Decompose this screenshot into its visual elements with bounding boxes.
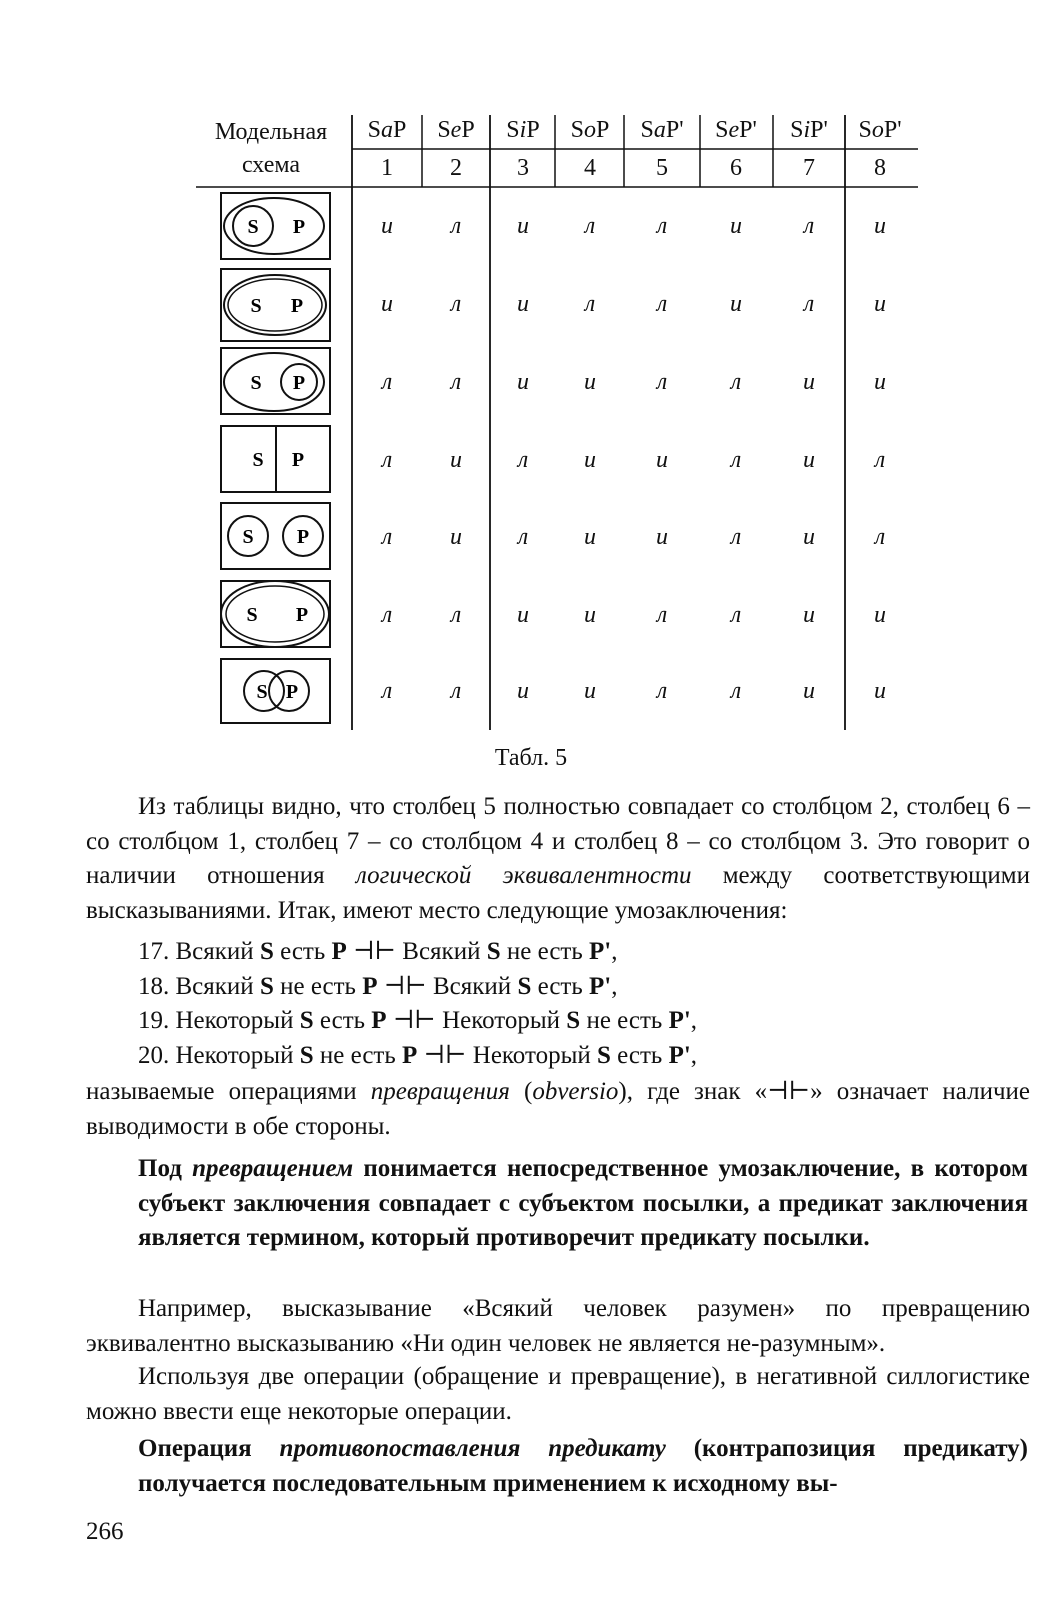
col-head-6: SeP' <box>715 117 757 143</box>
scheme7-s-label: S <box>256 681 268 703</box>
truth-value-cell: и <box>584 678 596 704</box>
truth-value-cell: л <box>381 678 393 704</box>
col-num-4: 4 <box>584 155 596 181</box>
truth-value-cell: л <box>656 369 668 395</box>
col-head-5: SaP' <box>640 117 684 143</box>
col-num-8: 8 <box>874 155 886 181</box>
truth-value-cell: и <box>517 213 529 239</box>
list-item: 20. Некоторый S не есть P ⊣⊢ Некоторый S есть P', <box>138 1041 698 1069</box>
truth-value-cell: л <box>730 447 742 473</box>
truth-value-cell: л <box>730 369 742 395</box>
scheme-complement <box>221 426 330 492</box>
scheme2-p-label: P <box>290 295 304 317</box>
list-item: 19. Некоторый S есть P ⊣⊢ Некоторый S не есть P', <box>138 1007 698 1034</box>
model-header-line2: схема <box>241 152 301 178</box>
truth-value-cell: л <box>381 447 393 473</box>
col-head-4: SoP <box>570 117 610 143</box>
table-caption: Табл. 5 <box>494 745 568 771</box>
truth-value-cell: и <box>450 447 462 473</box>
truth-value-cell: л <box>450 213 462 239</box>
col-num-2: 2 <box>450 155 462 181</box>
truth-value-cell: и <box>517 602 529 628</box>
truth-value-cell: и <box>730 291 742 317</box>
scheme3-p-label: P <box>292 372 306 394</box>
truth-value-cell: л <box>730 678 742 704</box>
truth-value-cell: и <box>803 447 815 473</box>
scheme-overlap <box>221 659 330 723</box>
scheme6-s-label: S <box>246 604 258 626</box>
col-head-1: SaP <box>367 117 407 143</box>
inference-list <box>138 935 1018 1073</box>
truth-value-cell: л <box>381 369 393 395</box>
scheme5-s-label: S <box>242 526 254 548</box>
truth-value-cell: и <box>517 291 529 317</box>
truth-value-cell: л <box>730 524 742 550</box>
model-scheme-header <box>196 116 346 182</box>
truth-value-cell: и <box>874 369 886 395</box>
scheme4-s-label: S <box>252 449 264 471</box>
truth-value-cell: л <box>450 291 462 317</box>
truth-value-cell: л <box>803 291 815 317</box>
truth-value-cell: и <box>730 213 742 239</box>
col-head-7: SiP' <box>790 117 828 143</box>
scheme-disjoint <box>221 503 330 569</box>
list-item: 17. Всякий S есть P ⊣⊢ Всякий S не есть P', <box>138 938 618 965</box>
truth-value-cell: л <box>381 524 393 550</box>
paragraph-4: Используя две операции (обращение и превращение), в негативной силлогистике можно ввести еще некоторые операции. <box>86 1363 1030 1425</box>
truth-value-cell: л <box>450 602 462 628</box>
scheme-union-universe <box>221 581 330 647</box>
truth-value-cell: и <box>584 602 596 628</box>
truth-value-cell: и <box>803 524 815 550</box>
model-header-line1: Модельная <box>214 119 328 145</box>
col-head-2: SeP <box>437 117 475 143</box>
truth-value-cell: и <box>584 369 596 395</box>
scheme-p-inside-s <box>221 348 330 414</box>
list-item: 18. Всякий S не есть P ⊣⊢ Всякий S есть P', <box>138 972 618 1000</box>
scheme-s-equals-p <box>221 269 330 341</box>
truth-value-cell: и <box>874 602 886 628</box>
col-num-6: 6 <box>730 155 742 181</box>
page-number: 266 <box>86 1518 124 1545</box>
truth-value-cell: л <box>656 291 668 317</box>
truth-value-cell: л <box>517 447 529 473</box>
scheme1-s-label: S <box>247 216 259 238</box>
paragraph-1: Из таблицы видно, что столбец 5 полностью совпадает со столбцом 2, столбец 6 – со столбцом 1, столбец 7 – со столбцом 4 и столбец 8 – со столбцом 3. Это говорит о наличии отношения логической эквивалентности между соответствующими высказываниями. Итак, имеют место следующие умозаключения: <box>86 793 1030 924</box>
truth-value-cell: и <box>517 369 529 395</box>
truth-value-cell: л <box>381 602 393 628</box>
truth-value-cell: и <box>517 678 529 704</box>
truth-value-cell: л <box>874 447 886 473</box>
scheme5-p-label: P <box>296 526 310 548</box>
truth-value-cell: и <box>381 291 393 317</box>
truth-value-cell: и <box>874 213 886 239</box>
truth-value-cell: и <box>656 524 668 550</box>
scheme4-p-label: P <box>291 449 305 471</box>
truth-value-cell: и <box>803 602 815 628</box>
truth-value-cell: л <box>656 678 668 704</box>
col-num-5: 5 <box>656 155 668 181</box>
paragraph-2: называемые операциями превращения (obversio), где знак «⊣⊢» означает наличие выводимости в обе стороны. <box>86 1078 1031 1140</box>
truth-table <box>0 0 1062 780</box>
truth-value-cell: л <box>450 369 462 395</box>
truth-value-cell: л <box>656 213 668 239</box>
scheme-s-inside-p <box>221 193 330 259</box>
truth-value-cell: и <box>656 447 668 473</box>
scheme2-s-label: S <box>250 295 262 317</box>
truth-value-cell: л <box>450 678 462 704</box>
truth-value-cell: л <box>656 602 668 628</box>
col-head-3: SiP <box>506 117 540 143</box>
truth-value-cell: л <box>730 602 742 628</box>
col-num-3: 3 <box>517 155 529 181</box>
truth-value-cell: л <box>803 213 815 239</box>
scheme3-s-label: S <box>250 372 262 394</box>
truth-value-cell: и <box>874 678 886 704</box>
truth-value-cell: и <box>803 369 815 395</box>
scheme6-p-label: P <box>295 604 309 626</box>
truth-value-cell: и <box>381 213 393 239</box>
truth-value-cell: и <box>450 524 462 550</box>
truth-value-cell: л <box>584 213 596 239</box>
truth-value-cell: и <box>874 291 886 317</box>
paragraph-3: Например, высказывание «Всякий человек разумен» по превращению эквивалентно высказыванию «Ни один человек не является не-разумным». <box>86 1295 1030 1357</box>
definition-contraposition: Операция противопоставления предикату (контрапозиция предикату) получается последовательным применением к исходному вы- <box>138 1435 1029 1497</box>
truth-value-cell: и <box>584 524 596 550</box>
definition-obversion: Под превращением понимается непосредственное умозаключение, в котором субъект заключения совпадает с субъектом посылки, а предикат заключения является термином, который противоречит предикату посылки. <box>138 1155 1028 1251</box>
col-head-8: SoP' <box>858 117 902 143</box>
scheme1-p-label: P <box>292 216 306 238</box>
truth-value-cell: л <box>584 291 596 317</box>
truth-value-cell: л <box>874 524 886 550</box>
col-num-7: 7 <box>803 155 815 181</box>
truth-value-cell: и <box>584 447 596 473</box>
truth-value-cell: и <box>803 678 815 704</box>
col-num-1: 1 <box>381 155 393 181</box>
truth-value-cell: л <box>517 524 529 550</box>
scheme7-p-label: P <box>285 681 299 703</box>
